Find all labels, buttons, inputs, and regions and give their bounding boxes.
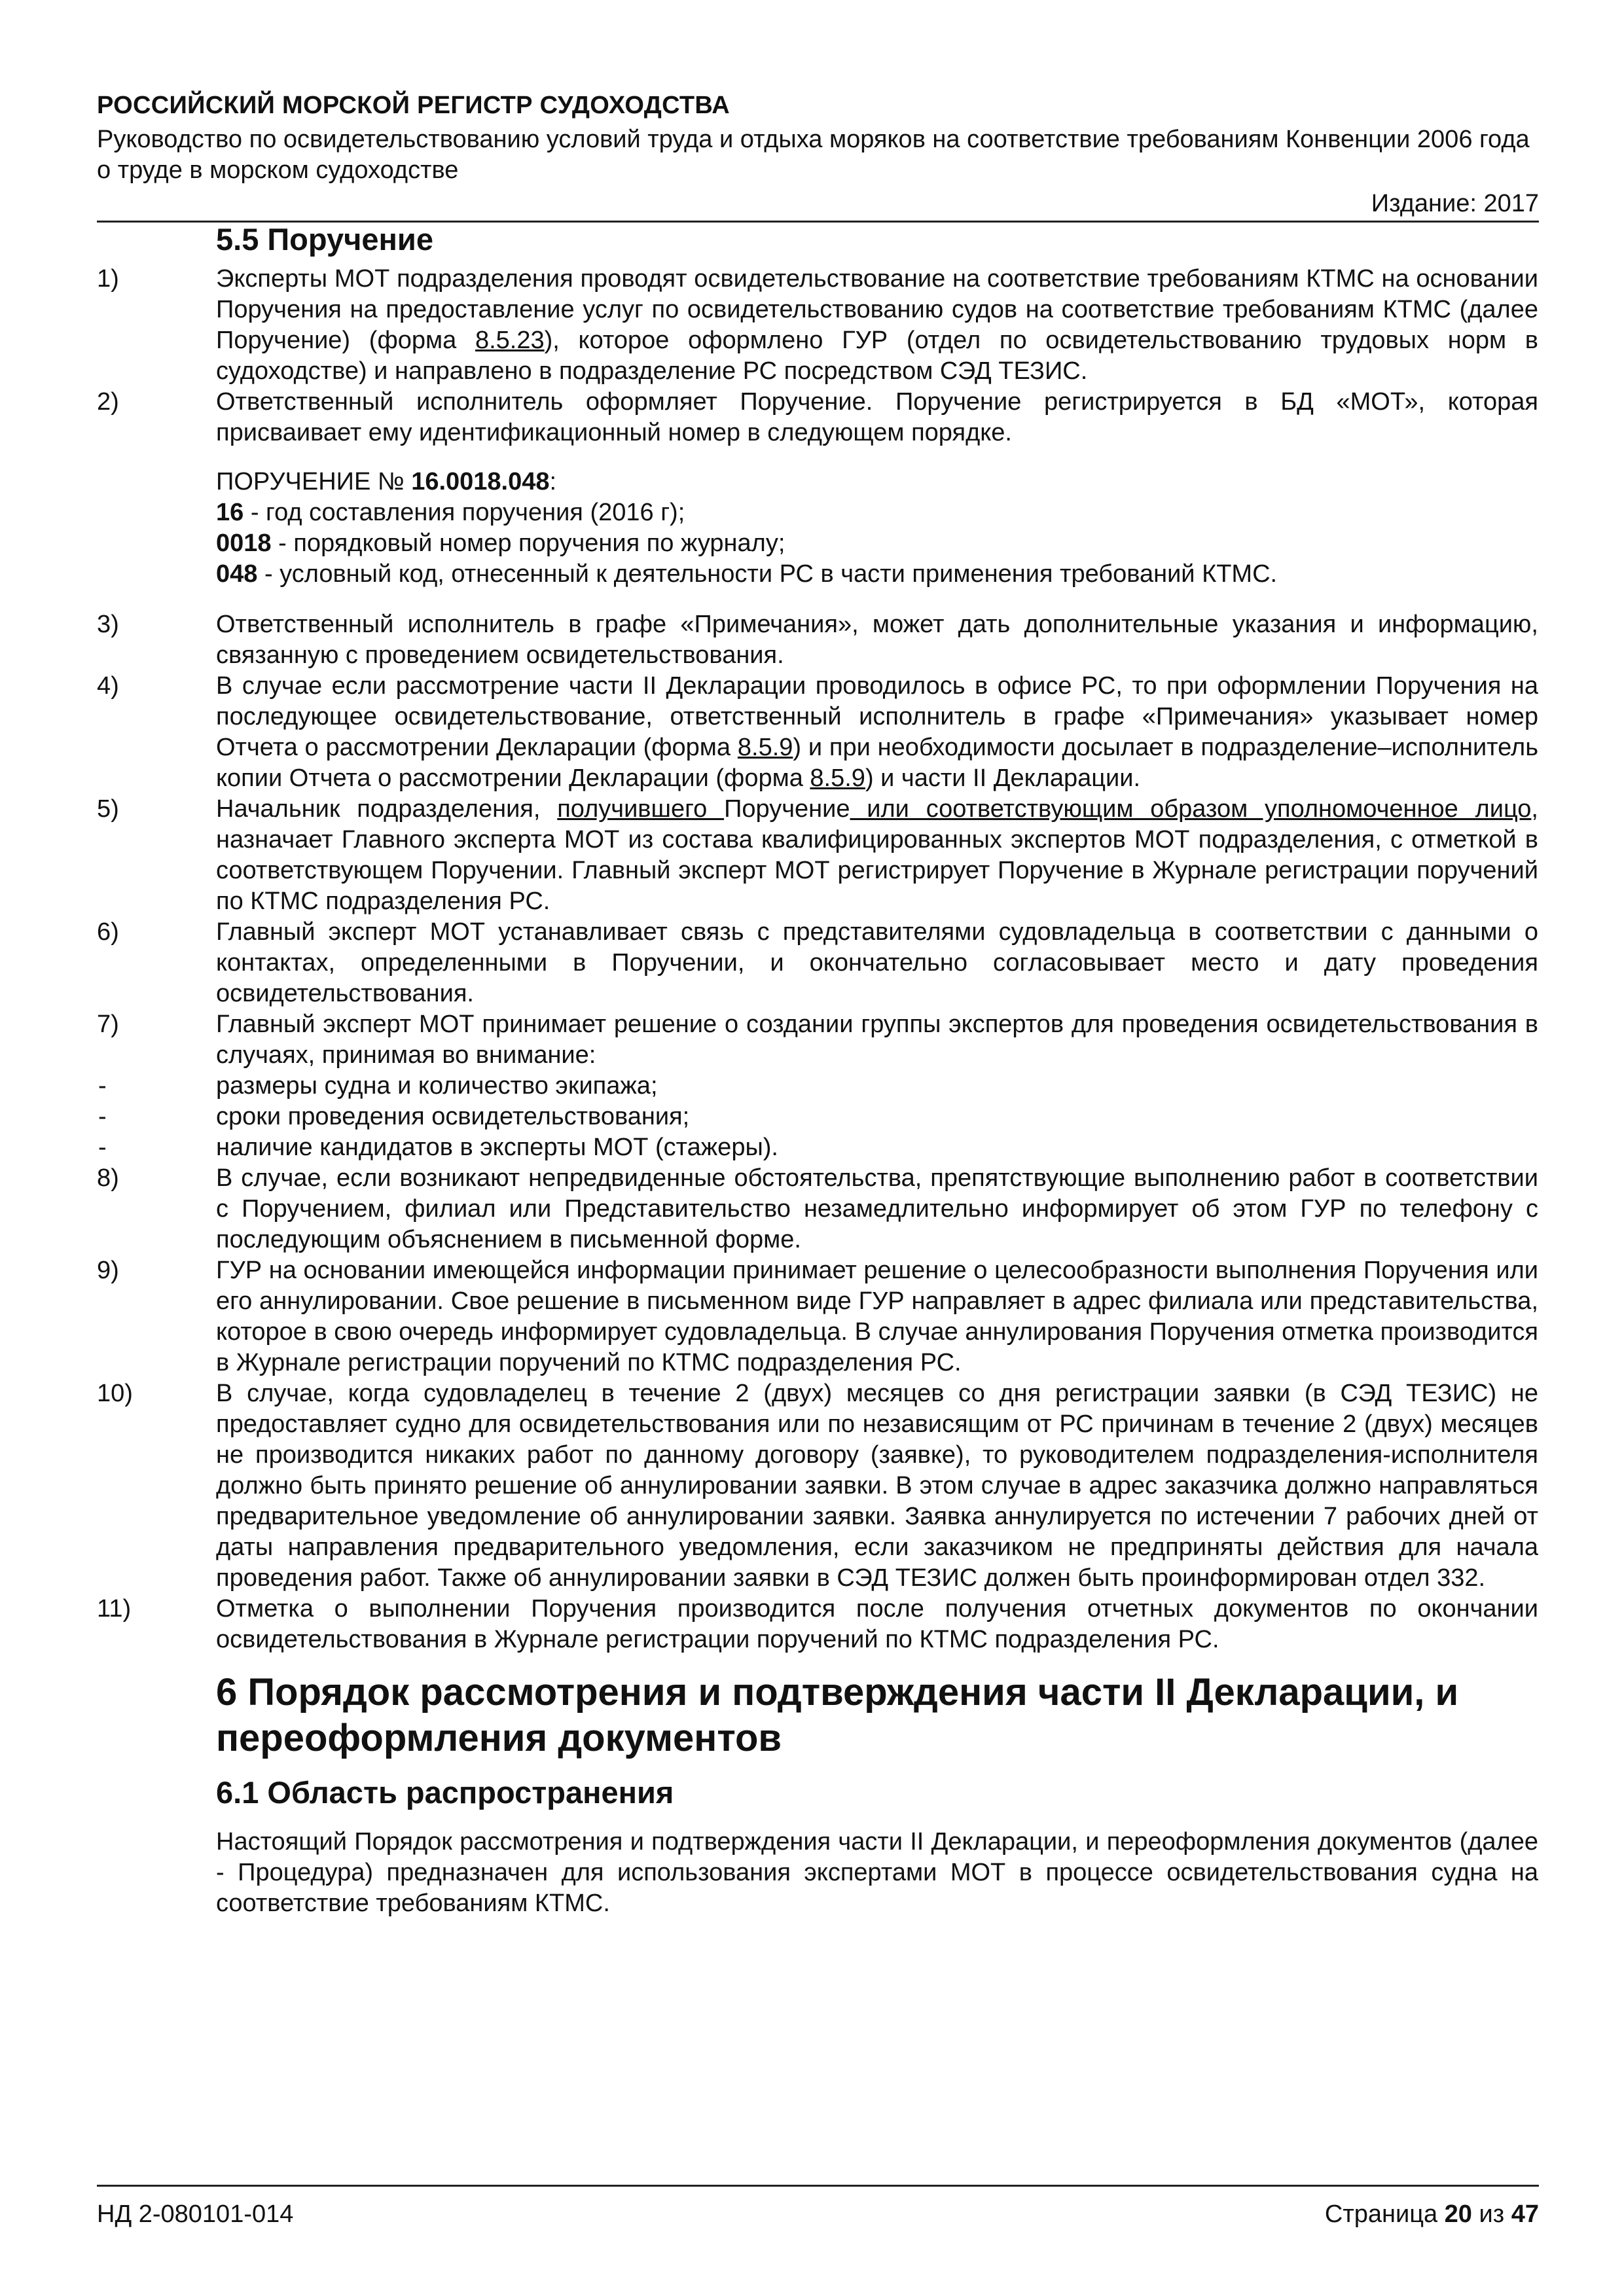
header-edition: Издание: 2017 — [1371, 190, 1539, 217]
list-item-1 — [97, 264, 1538, 387]
section-5-5-title: 5.5 Поручение — [216, 222, 433, 257]
item-number: 11) — [97, 1595, 132, 1623]
order-number-colon: : — [549, 468, 557, 495]
section-6-1-paragraph: Настоящий Порядок рассмотрения и подтверждения части II Декларации, и переоформления документов (далее - Процедура) предназначен для использования экспертами МОТ в процессе освидетельствования судна на соответствие требованиям КТМС. — [216, 1828, 1538, 1917]
item-text: ГУР на основании имеющейся информации принимает решение о целесообразности выполнения Поручения или его аннулировании. Свое решение в письменном виде ГУР направляет в адрес филиала или представительства, которое в свою очередь информирует судовладельца. В случае аннулирования Поручения отметка производится в Журнале регистрации поручений по КТМС подразделения РС. — [216, 1257, 1538, 1376]
list-item-6 — [97, 917, 1538, 1009]
item-number: 8) — [97, 1164, 119, 1192]
list-item-10 — [97, 1378, 1538, 1594]
item-text: Отметка о выполнении Поручения производится после получения отчетных документов по окончании освидетельствования в Журнале регистрации поручений по КТМС подразделения РС. — [216, 1595, 1538, 1653]
footer-doc-code: НД 2-080101-014 — [97, 2200, 294, 2228]
footer-page-info — [1325, 2200, 1539, 2229]
code-key: 048 — [216, 560, 258, 588]
order-number-block — [97, 467, 1538, 590]
page-of-label: из — [1471, 2200, 1511, 2228]
list-item-2 — [97, 387, 1538, 448]
item-text: ), которое оформлено ГУР (отдел по освидетельствованию трудовых норм в судоходстве) и направлено в подразделение РС посредством СЭД ТЕЗИС. — [216, 327, 1538, 385]
code-desc: - условный код, отнесенный к деятельности РС в части применения требований КТМС. — [257, 560, 1278, 588]
list-item-9 — [97, 1255, 1538, 1378]
item-number: 10) — [97, 1380, 133, 1407]
order-number-label: ПОРУЧЕНИЕ № — [216, 468, 412, 495]
list-item-5 — [97, 794, 1538, 917]
item-text: ) и при необходимости досылает в подразделение–исполнитель копии Отчета о рассмотрении Декларации (форма — [216, 734, 1538, 792]
code-line — [216, 497, 1538, 528]
item-number: 5) — [97, 795, 119, 823]
item-text: Ответственный исполнитель оформляет Поручение. Поручение регистрируется в БД «МОТ», которая присваивает ему идентификационный номер в следующем порядке. — [216, 388, 1538, 446]
list-item-4 — [97, 671, 1538, 794]
dash-item — [97, 1132, 1538, 1163]
list-item-11 — [97, 1594, 1538, 1655]
section-6-title: 6 Порядок рассмотрения и подтверждения части II Декларации, и переоформления документов — [216, 1671, 1459, 1759]
item-text-underlined: или соответствующим образом уполномоченное лицо — [850, 795, 1532, 823]
item-text: В случае, если возникают непредвиденные обстоятельства, препятствующие выполнению работ в соответствии с Поручением, филиал или Представительство незамедлительно информирует об этом ГУР по телефону с последующим объяснением в письменной форме. — [216, 1164, 1538, 1253]
page-total: 47 — [1511, 2200, 1539, 2228]
item-number: 1) — [97, 265, 119, 293]
item-text: Начальник подразделения, — [216, 795, 558, 823]
item-text: , назначает Главного эксперта МОТ из состава квалифицированных экспертов МОТ подразделения, с отметкой в соответствующем Поручении. Главный эксперт МОТ регистрирует Поручение в Журнале регистрации поручений по КТМС подразделения РС. — [216, 795, 1538, 915]
code-key: 0018 — [216, 529, 272, 557]
code-desc: - порядковый номер поручения по журналу; — [271, 529, 785, 557]
page-label: Страница — [1324, 2200, 1445, 2228]
item-text-underlined: получившего — [557, 795, 725, 823]
code-desc: - год составления поручения (2016 г); — [244, 499, 685, 526]
item-text: ) и части II Декларации. — [865, 764, 1140, 792]
list-item-7 — [97, 1009, 1538, 1071]
main-content — [97, 219, 1538, 1919]
dash-text: сроки проведения освидетельствования; — [216, 1103, 690, 1130]
order-number-line — [216, 467, 1538, 497]
item-text: Эксперты МОТ подразделения проводят освидетельствование на соответствие требованиям КТМС на основании Поручения на предоставление услуг по освидетельствованию судов на соответствие требованиям КТМС (далее Поручение) (форма — [216, 265, 1538, 354]
code-line — [216, 559, 1538, 590]
footer-divider — [97, 2185, 1539, 2187]
dash-text: наличие кандидатов в эксперты МОТ (стажеры). — [216, 1134, 778, 1161]
header-subtitle: Руководство по освидетельствованию условий труда и отдыха моряков на соответствие требованиям Конвенции 2006 года о труде в морском судоходстве — [97, 126, 1530, 184]
form-link-8-5-9[interactable]: 8.5.9 — [737, 734, 793, 761]
item-text: В случае, когда судовладелец в течение 2 (двух) месяцев со дня регистрации заявки (в СЭД ТЕЗИС) не предоставляет судно для освидетельствования или по независящим от РС причинам в течение 2 (двух) месяцев не производится никаких работ по данному договору (заявке), то руководителем подразделения-исполнителя должно быть принято решение об аннулировании заявки. В этом случае в адрес заказчика должно направляться предварительное уведомление об аннулировании заявки. Заявка аннулируется по истечении 7 рабочих дней от даты направления предварительного уведомления, если заказчиком не предприняты действия для начала проведения работ. Также об аннулировании заявки в СЭД ТЕЗИС должен быть проинформирован отдел 332. — [216, 1380, 1538, 1592]
list-item-8 — [97, 1163, 1538, 1255]
section-6-1-title: 6.1 Область распространения — [216, 1775, 674, 1810]
dash-item — [97, 1071, 1538, 1102]
item-text: Главный эксперт МОТ устанавливает связь с представителями судовладельца в соответствии с данными о контактах, определенными в Поручении, и окончательно согласовывает место и дату проведения освидетельствования. — [216, 918, 1538, 1007]
code-key: 16 — [216, 499, 244, 526]
form-link-8-5-23[interactable]: 8.5.23 — [475, 327, 545, 354]
item-number: 9) — [97, 1257, 119, 1284]
item-number: 2) — [97, 388, 119, 416]
order-number-value: 16.0018.048 — [411, 468, 550, 495]
dash-mark: - — [98, 1072, 107, 1100]
item-text: Ответственный исполнитель в графе «Примечания», может дать дополнительные указания и информацию, связанную с проведением освидетельствования. — [216, 611, 1538, 669]
item-number: 7) — [97, 1011, 119, 1038]
form-link-8-5-9[interactable]: 8.5.9 — [810, 764, 865, 792]
code-line — [216, 528, 1538, 559]
list-item-3 — [97, 609, 1538, 671]
dash-item — [97, 1102, 1538, 1132]
item-number: 6) — [97, 918, 119, 946]
item-text: Главный эксперт МОТ принимает решение о создании группы экспертов для проведения освидетельствования в случаях, принимая во внимание: — [216, 1011, 1538, 1069]
item-text: В случае если рассмотрение части II Декларации проводилось в офисе РС, то при оформлении Поручения на последующее освидетельствование, ответственный исполнитель в графе «Примечания» указывает номер Отчета о рассмотрении Декларации (форма — [216, 672, 1538, 761]
dash-mark: - — [98, 1134, 107, 1161]
item-number: 4) — [97, 672, 119, 700]
dash-mark: - — [98, 1103, 107, 1130]
dash-text: размеры судна и количество экипажа; — [216, 1072, 658, 1100]
header-org: РОССИЙСКИЙ МОРСКОЙ РЕГИСТР СУДОХОДСТВА — [97, 92, 730, 119]
item-text: Поручение — [724, 795, 850, 823]
page-number: 20 — [1444, 2200, 1472, 2228]
item-number: 3) — [97, 611, 119, 638]
